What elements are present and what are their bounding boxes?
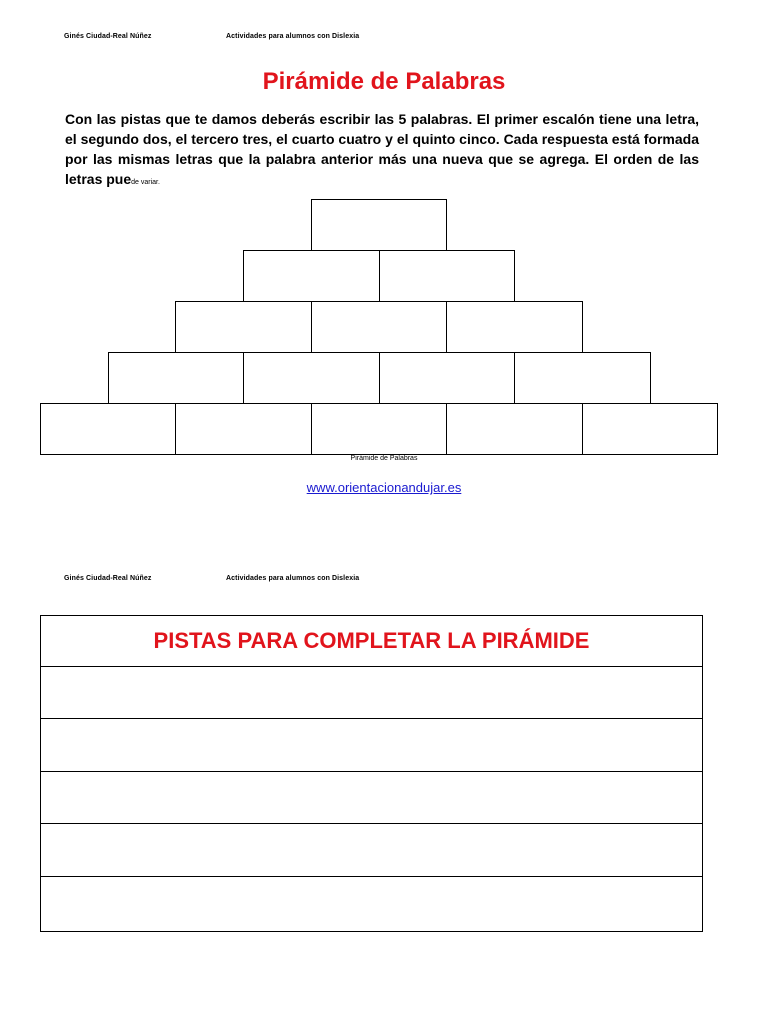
- clue-row[interactable]: [41, 824, 702, 876]
- pyramid-box[interactable]: [379, 352, 516, 404]
- pyramid-box[interactable]: [446, 301, 583, 353]
- instructions-tail: de variar.: [131, 179, 160, 186]
- pyramid-box[interactable]: [175, 403, 312, 455]
- clues-heading: PISTAS PARA COMPLETAR LA PIRÁMIDE: [41, 615, 702, 667]
- pyramid-box[interactable]: [311, 199, 448, 251]
- pyramid-box[interactable]: [446, 403, 583, 455]
- subject-header-2: Actividades para alumnos con Dislexia: [226, 575, 360, 582]
- pyramid-box[interactable]: [243, 250, 380, 302]
- pyramid-box[interactable]: [311, 301, 448, 353]
- pyramid-box[interactable]: [108, 352, 245, 404]
- pyramid-box[interactable]: [175, 301, 312, 353]
- pyramid-box[interactable]: [311, 403, 448, 455]
- pyramid-box[interactable]: [243, 352, 380, 404]
- clue-row[interactable]: [41, 772, 702, 824]
- instructions-main: Con las pistas que te damos deberás escribir las 5 palabras. El primer escalón tiene una letra, el segundo dos, el tercero tres, el cuarto cuatro y el quinto cinco. Cada respuesta está formada por las mismas letras que la palabra anterior más una nueva que se agrega. El orden de las letras pue: [65, 111, 699, 187]
- pyramid-box[interactable]: [514, 352, 651, 404]
- author-header-2: Ginés Ciudad-Real Núñez: [64, 575, 152, 582]
- pyramid-box[interactable]: [40, 403, 177, 455]
- website-link[interactable]: www.orientacionandujar.es: [306, 480, 462, 495]
- instructions: [65, 109, 699, 193]
- author-header: Ginés Ciudad-Real Núñez: [64, 33, 152, 40]
- clue-row[interactable]: [41, 877, 702, 931]
- pyramid-caption: Pirámide de Palabras: [350, 455, 418, 462]
- clues-table: [40, 615, 703, 932]
- pyramid-box[interactable]: [582, 403, 719, 455]
- clue-row[interactable]: [41, 719, 702, 771]
- clue-rows: [41, 667, 702, 931]
- subject-header: Actividades para alumnos con Dislexia: [226, 33, 360, 40]
- pyramid-box[interactable]: [379, 250, 516, 302]
- page-title: Pirámide de Palabras: [262, 68, 506, 95]
- clue-row[interactable]: [41, 667, 702, 719]
